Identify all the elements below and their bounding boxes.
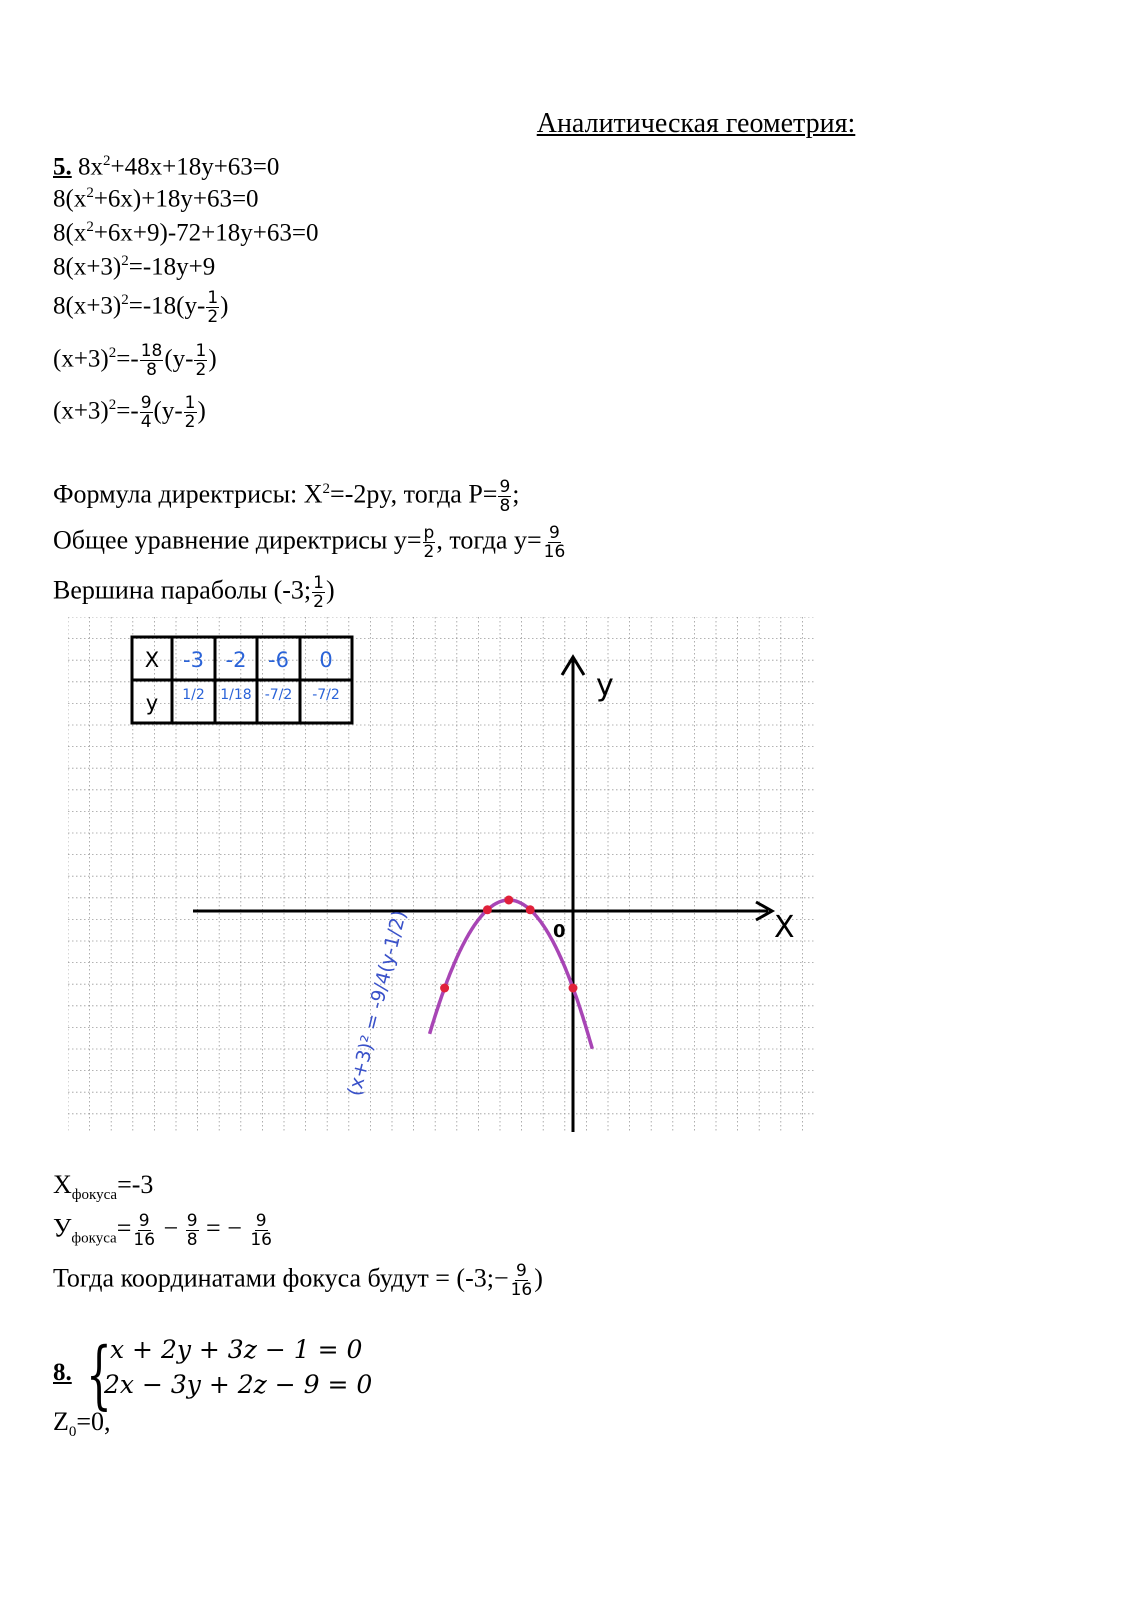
fraction: $\frac{1}{2}$ [313,573,324,612]
system-eq-1: x + 2y + 3z − 1 = 0 [110,1335,363,1364]
eq-line-7: $(x+3)^2=-$ $\frac{9}{4}$ (y- $\frac{1}{2}$ ) [53,393,206,433]
fraction: $\frac{1}{2}$ [207,288,219,328]
table-x-label: X [144,648,160,672]
fraction: $\frac{9}{16}$ [133,1211,156,1250]
eq-line-3: $8(x^2+6x+9)-72+18y+63=0$ [53,219,319,247]
table-x-value: -3 [183,648,204,672]
eq-line-6: $(x+3)^2=-$ $\frac{18}{8}$ (y- $\frac{1}{2}$ ) [53,341,217,381]
fraction: $\frac{9}{16}$ [543,523,566,562]
fraction: $\frac{18}{8}$ [140,341,163,381]
parabola-curve [430,900,593,1049]
fraction: $\frac{p}{2}$ [423,523,435,562]
fraction: $\frac{1}{2}$ [195,341,207,381]
value-table [132,637,352,723]
page-title: Аналитическая геометрия: [536,108,856,139]
data-point [483,905,492,914]
fraction: $\frac{9}{4}$ [140,393,152,433]
directrix-formula: Формула директрисы: $X^2=-2py$, тогда P= $\frac{9}{8}$ ; [53,477,520,517]
fraction: $\frac{9}{8}$ [499,477,511,517]
table-y-value: -7/2 [312,687,340,703]
y-axis-label: y [596,668,614,703]
table-x-value: -6 [268,648,289,672]
problem-number: 5. [53,153,72,181]
data-point [526,905,535,914]
table-x-value: -2 [225,648,247,672]
eq-line-5: $8(x+3)^2=-18(y-$ $\frac{1}{2}$ ) [53,288,229,328]
grid [68,617,814,1132]
eq-line-1: 5. $8x^2+48x+18y+63=0$ [53,153,280,181]
data-point [504,896,513,905]
equation-label: (x+3)² = -9/4(y-1/2) [343,908,411,1099]
origin-label: 0 [553,921,566,942]
parabola-graph [68,617,814,1132]
eq-line-4: $8(x+3)^2=-18y+9$ [53,253,216,281]
table-y-value: 1/18 [220,687,252,703]
table-y-value: -7/2 [264,687,293,703]
system-brace: { [86,1332,112,1418]
directrix-general: Общее уравнение директрисы y= $\frac{p}{2}$ , тогда y= $\frac{9}{16}$ [53,523,566,562]
focus-y: $У_{фокуса}=$ $\frac{9}{16}$ − $\frac{9}{8}$ = − $\frac{9}{16}$ [53,1211,272,1250]
focus-x: $X_{фокуса}=-3$ [53,1170,154,1204]
table-y-value: 1/2 [182,687,205,703]
z0-line: $Z_0=0$, [53,1407,111,1441]
table-y-label: y [145,691,159,715]
data-point [569,984,578,993]
fraction: $\frac{1}{2}$ [184,393,196,433]
axes [193,657,795,1132]
eq-line-2: $8(x^2+6x)+18y+63=0$ [53,185,259,213]
system-eq-2: 2x − 3y + 2z − 9 = 0 [104,1370,373,1399]
x-axis-label: X [774,910,795,945]
fraction: $\frac{9}{16}$ [510,1261,533,1300]
problem8-number: 8. [53,1359,72,1386]
data-point [440,984,449,993]
vertex-line: Вершина параболы (-3; $\frac{1}{2}$ ) [53,573,335,612]
fraction: $\frac{9}{8}$ [186,1211,198,1250]
fraction: $\frac{9}{16}$ [250,1211,272,1250]
focus-coordinates: Тогда координатами фокуса будут = (-3;− $\frac{9}{16}$ ) [53,1261,543,1300]
table-x-value: 0 [319,648,333,672]
